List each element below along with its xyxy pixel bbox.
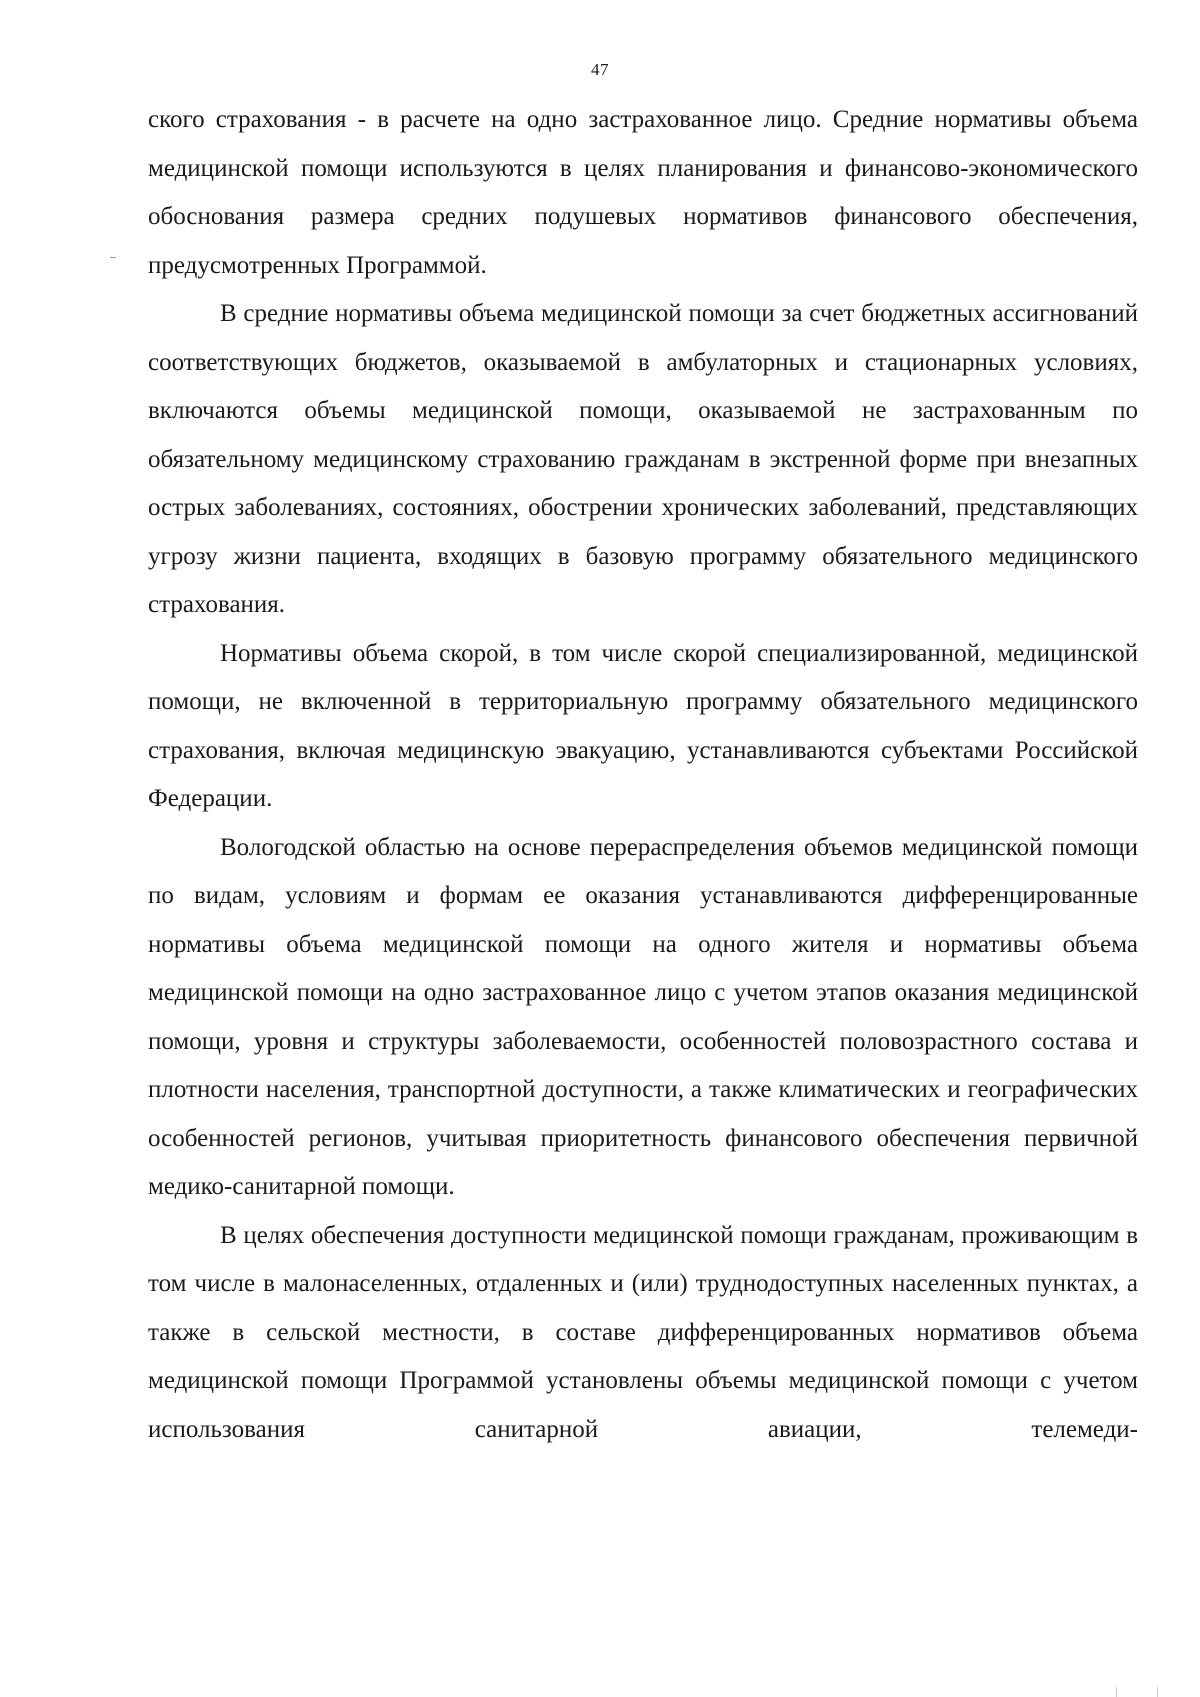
scan-artifact: [110, 257, 116, 258]
scan-artifact: [1116, 1687, 1158, 1697]
paragraph-vologda-region: Вологодской областью на основе перераспределения объемов медицинской помощи по видам, условиям и формам ее оказания устанавливаются дифференцированные нормативы объема медицинской помощи на одного жителя и нормативы объема медицинской помощи на одно застрахованное лицо с учетом этапов оказания медицинской помощи, уровня и структуры заболеваемости, особенностей половозрастного состава и плотности населения, транспортной доступности, а также климатических и географических особенностей регионов, учитывая приоритетность финансового обеспечения первичной медико-санитарной помощи.: [148, 833, 1138, 1200]
page-number: 47: [591, 60, 609, 79]
paragraph-accessibility: В целях обеспечения доступности медицинской помощи гражданам, проживающим в том числе в малонаселенных, отдаленных и (или) труднодоступных населенных пунктах, а также в сельской местности, в составе дифференцированных нормативов объема медицинской помощи Программой установлены объемы медицинской помощи с учетом использования санитарной авиации, телемеди-: [148, 1221, 1138, 1443]
paragraph-emergency-care-norms: Нормативы объема скорой, в том числе скорой специализированной, медицинской помощи, не включенной в территориальную программу обязательного медицинского страхования, включая медицинскую эвакуацию, устанавливаются субъектами Российской Федерации.: [148, 639, 1138, 812]
paragraph-continued: ского страхования - в расчете на одно застрахованное лицо. Средние нормативы объема медицинской помощи используются в целях планирования и финансово-экономического обоснования размера средних подушевых нормативов финансового обеспечения, предусмотренных Программой.: [148, 106, 1138, 279]
document-body: [148, 96, 1138, 1454]
paragraph-budget-allocations: В средние нормативы объема медицинской помощи за счет бюджетных ассигнований соответствующих бюджетов, оказываемой в амбулаторных и стационарных условиях, включаются объемы медицинской помощи, оказываемой не застрахованным по обязательному медицинскому страхованию гражданам в экстренной форме при внезапных острых заболеваниях, состояниях, обострении хронических заболеваний, представляющих угрозу жизни пациента, входящих в базовую программу обязательного медицинского страхования.: [148, 300, 1138, 618]
